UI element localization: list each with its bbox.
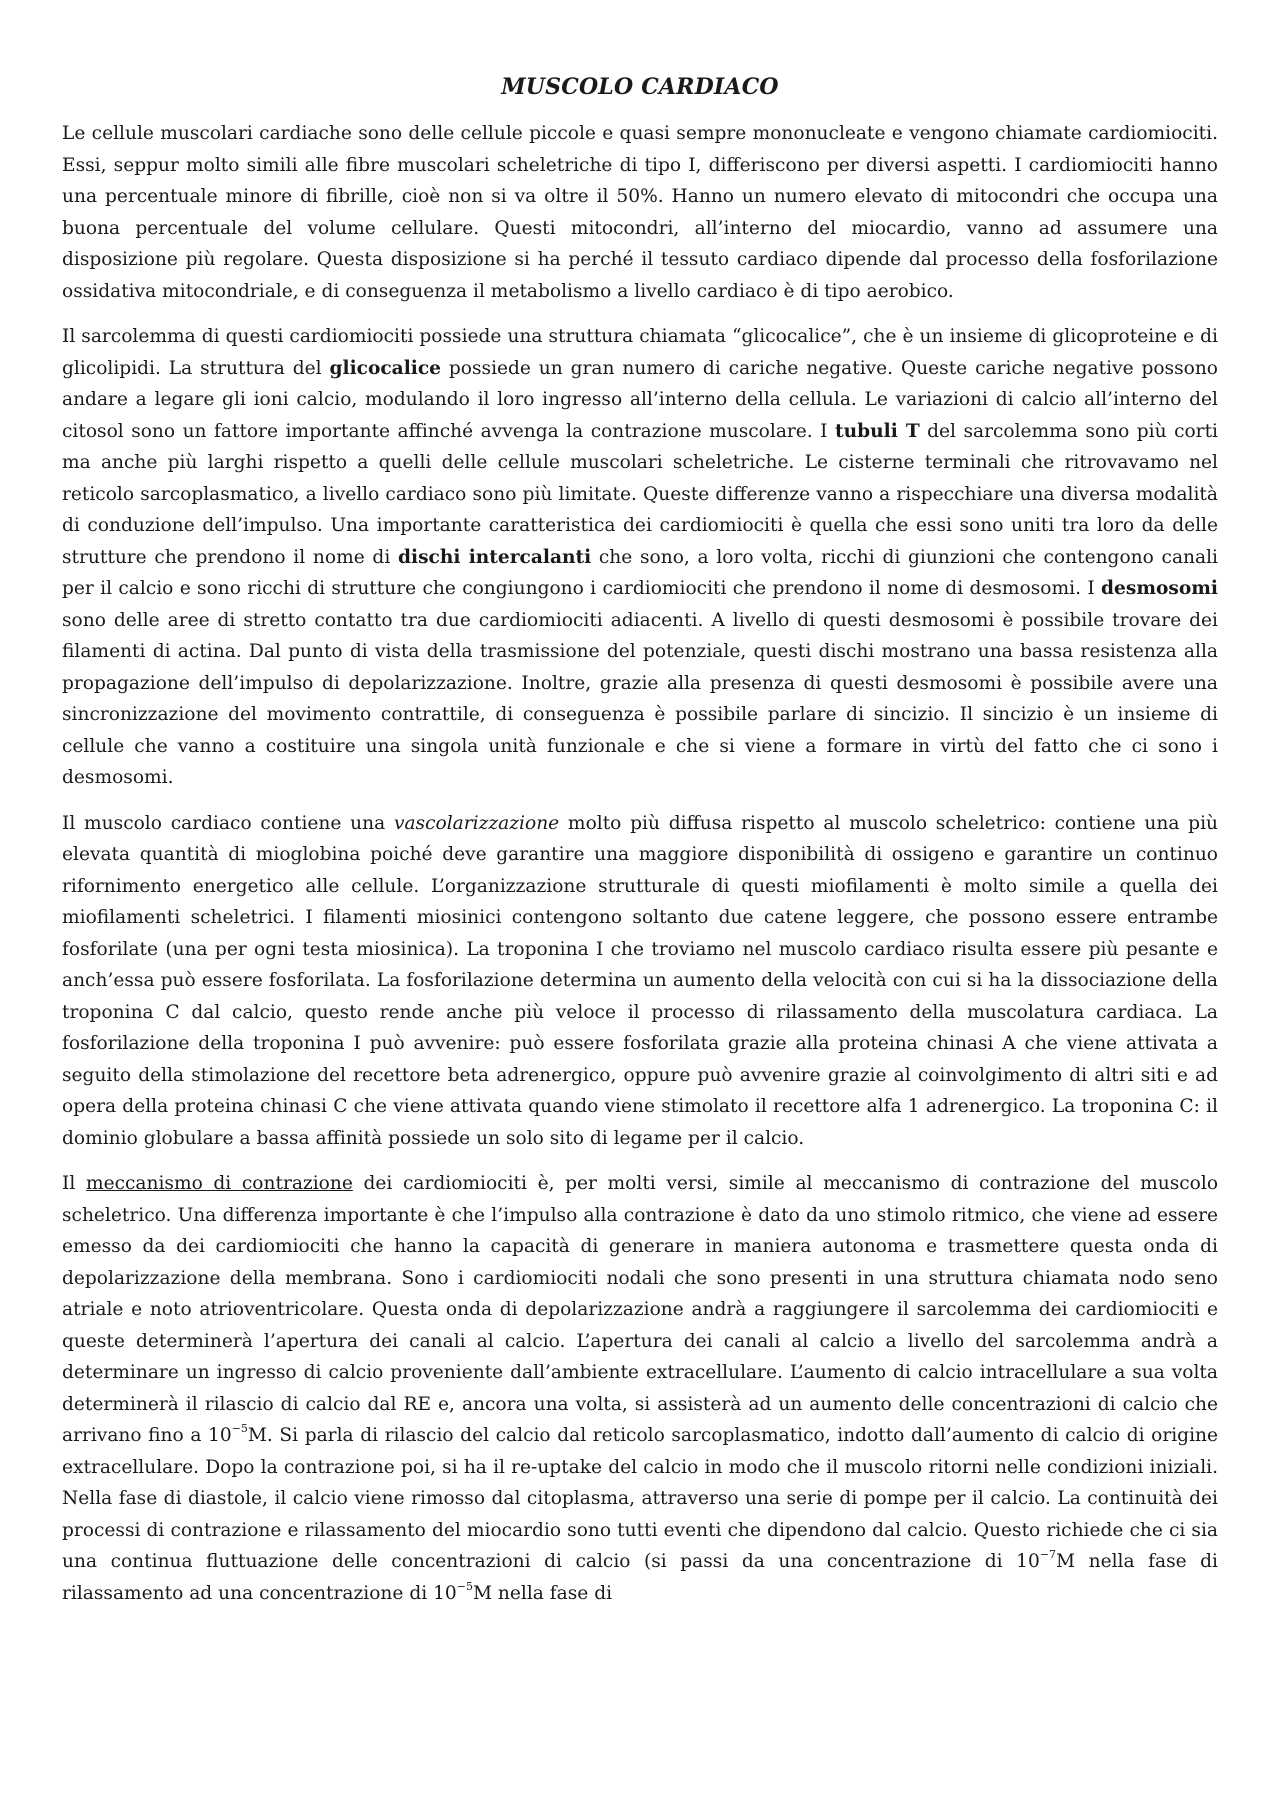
text-run: Il sarcolemma di questi cardiomiociti possiede una struttura chiamata “glicocalice”, che è un insieme di glicoproteine e di glicolipidi. La struttura del: [62, 326, 1218, 379]
page-title: MUSCOLO CARDIACO: [501, 74, 779, 100]
exponent: −5: [231, 1422, 248, 1435]
exponent: −5: [456, 1579, 473, 1593]
text-run: possiede un gran numero di cariche negative. Queste cariche negative possono andare a legare gli ioni calcio, modulando il loro ingresso all’interno della cellula. Le variazioni di calcio all’interno del citosol sono un fattore importante affinché avvenga la contrazione muscolare. I: [62, 357, 1218, 442]
power-base: 10: [433, 1582, 457, 1604]
italic-term-vascolarizzazione: vascolarizzazione: [393, 812, 560, 834]
text-run: Il muscolo cardiaco contiene una: [62, 812, 394, 834]
text-run: dei cardiomiociti è, per molti versi, simile al meccanismo di contrazione del muscolo scheletrico. Una differenza importante è che l’impulso alla contrazione è dato da uno stimolo ritmico, che viene ad essere emesso da dei cardiomiociti che hanno la capacità di generare in maniera autonoma e trasmettere questa onda di depolarizzazione della membrana. Sono i cardiomiociti nodali che sono presenti in una struttura chiamata nodo seno atriale e noto atrioventricolare. Questa onda di depolarizzazione andrà a raggiungere il sarcolemma dei cardiomiociti e queste determinerà l’apertura dei canali al calcio. L’apertura dei canali al calcio a livello del sarcolemma andrà a determinare un ingresso di calcio proveniente dall’ambiente extracellulare. L’aumento di calcio intracellulare a sua volta determinerà il rilascio di calcio dal RE e, ancora una volta, si assisterà ad un aumento delle concentrazioni di calcio che arrivano fino a: [62, 1173, 1219, 1446]
underlined-term-meccanismo: meccanismo di contrazione: [85, 1173, 353, 1194]
text-run: M nella fase di rilassamento ad una concentrazione di: [62, 1551, 1218, 1604]
exponent: −7: [1039, 1548, 1057, 1561]
power-base: 10: [208, 1425, 232, 1446]
text-run: Il: [62, 1173, 86, 1194]
paragraph-2: [62, 321, 1218, 794]
paragraph-1: Le cellule muscolari cardiache sono delle cellule piccole e quasi sempre mononucleate e vengono chiamate cardiomiociti. Essi, seppur molto simili alle fibre muscolari scheletriche di tipo I, differiscono per diversi aspetti. I cardiomiociti hanno una percentuale minore di fibrille, cioè non si va oltre il 50%. Hanno un numero elevato di mitocondri che occupa una buona percentuale del volume cellulare. Questi mitocondri, all’interno del miocardio, vanno ad assumere una disposizione più regolare. Questa disposizione si ha perché il tessuto cardiaco dipende dal processo della fosforilazione ossidativa mitocondriale, e di conseguenza il metabolismo a livello cardiaco è di tipo aerobico.: [62, 123, 1218, 302]
paragraph-3: [62, 808, 1218, 1155]
text-run: sono delle aree di stretto contatto tra due cardiomiociti adiacenti. A livello di questi desmosomi è possibile trovare dei filamenti di actina. Dal punto di vista della trasmissione del potenziale, questi dischi mostrano una bassa resistenza alla propagazione dell’impulso di depolarizzazione. Inoltre, grazie alla presenza di questi desmosomi è possibile avere una sincronizzazione del movimento contrattile, di conseguenza è possibile parlare di sincizio. Il sincizio è un insieme di cellule che vanno a costituire una singola unità funzionale e che si viene a formare in virtù del fatto che ci sono i desmosomi.: [62, 609, 1218, 788]
paragraph-4: [62, 1168, 1218, 1609]
power-base: 10: [1016, 1551, 1040, 1572]
bold-term-glicocalice: glicocalice: [329, 357, 441, 379]
bold-term-tubuli-t: tubuli T: [835, 420, 920, 442]
text-run: M nella fase di: [472, 1582, 613, 1604]
text-run: che sono, a loro volta, ricchi di giunzioni che contengono canali per il calcio e sono ricchi di strutture che congiungono i cardiomiociti che prendono il nome di desmosomi. I: [62, 546, 1218, 599]
bold-term-desmosomi: desmosomi: [1101, 578, 1218, 599]
text-run: del sarcolemma sono più corti ma anche più larghi rispetto a quelli delle cellule muscolari scheletriche. Le cisterne terminali che ritrovavamo nel reticolo sarcoplasmatico, a livello cardiaco sono più limitate. Queste differenze vanno a rispecchiare una diversa modalità di conduzione dell’impulso. Una importante caratteristica dei cardiomiociti è quella che essi sono uniti tra loro da delle strutture che prendono il nome di: [62, 420, 1218, 568]
bold-term-dischi-intercalanti: dischi intercalanti: [398, 546, 592, 568]
text-run: molto più diffusa rispetto al muscolo scheletrico: contiene una più elevata quantità di mioglobina poiché deve garantire una maggiore disponibilità di ossigeno e garantire un continuo rifornimento energetico alle cellule. L’organizzazione strutturale di questi miofilamenti è molto simile a quella dei miofilamenti scheletrici. I filamenti miosinici contengono soltanto due catene leggere, che possono essere entrambe fosforilate (una per ogni testa miosinica). La troponina I che troviamo nel muscolo cardiaco risulta essere più pesante e anch’essa può essere fosforilata. La fosforilazione determina un aumento della velocità con cui si ha la dissociazione della troponina C dal calcio, questo rende anche più veloce il processo di rilassamento della muscolatura cardiaca. La fosforilazione della troponina I può avvenire: può essere fosforilata grazie alla proteina chinasi A che viene attivata a seguito della stimolazione del recettore beta adrenergico, oppure può avvenire grazie al coinvolgimento di altri siti e ad opera della proteina chinasi C che viene attivata quando viene stimolato il recettore alfa 1 adrenergico. La troponina C: il dominio globulare a bassa affinità possiede un solo sito di legame per il calcio.: [62, 812, 1218, 1149]
text-run: M. Si parla di rilascio del calcio dal reticolo sarcoplasmatico, indotto dall’aumento di calcio di origine extracellulare. Dopo la contrazione poi, si ha il re-uptake del calcio in modo che il muscolo ritorni nelle condizioni iniziali. Nella fase di diastole, il calcio viene rimosso dal citoplasma, attraverso una serie di pompe per il calcio. La continuità dei processi di contrazione e rilassamento del miocardio sono tutti eventi che dipendono dal calcio. Questo richiede che ci sia una continua fluttuazione delle concentrazioni di calcio (si passi da una concentrazione di: [62, 1425, 1218, 1572]
